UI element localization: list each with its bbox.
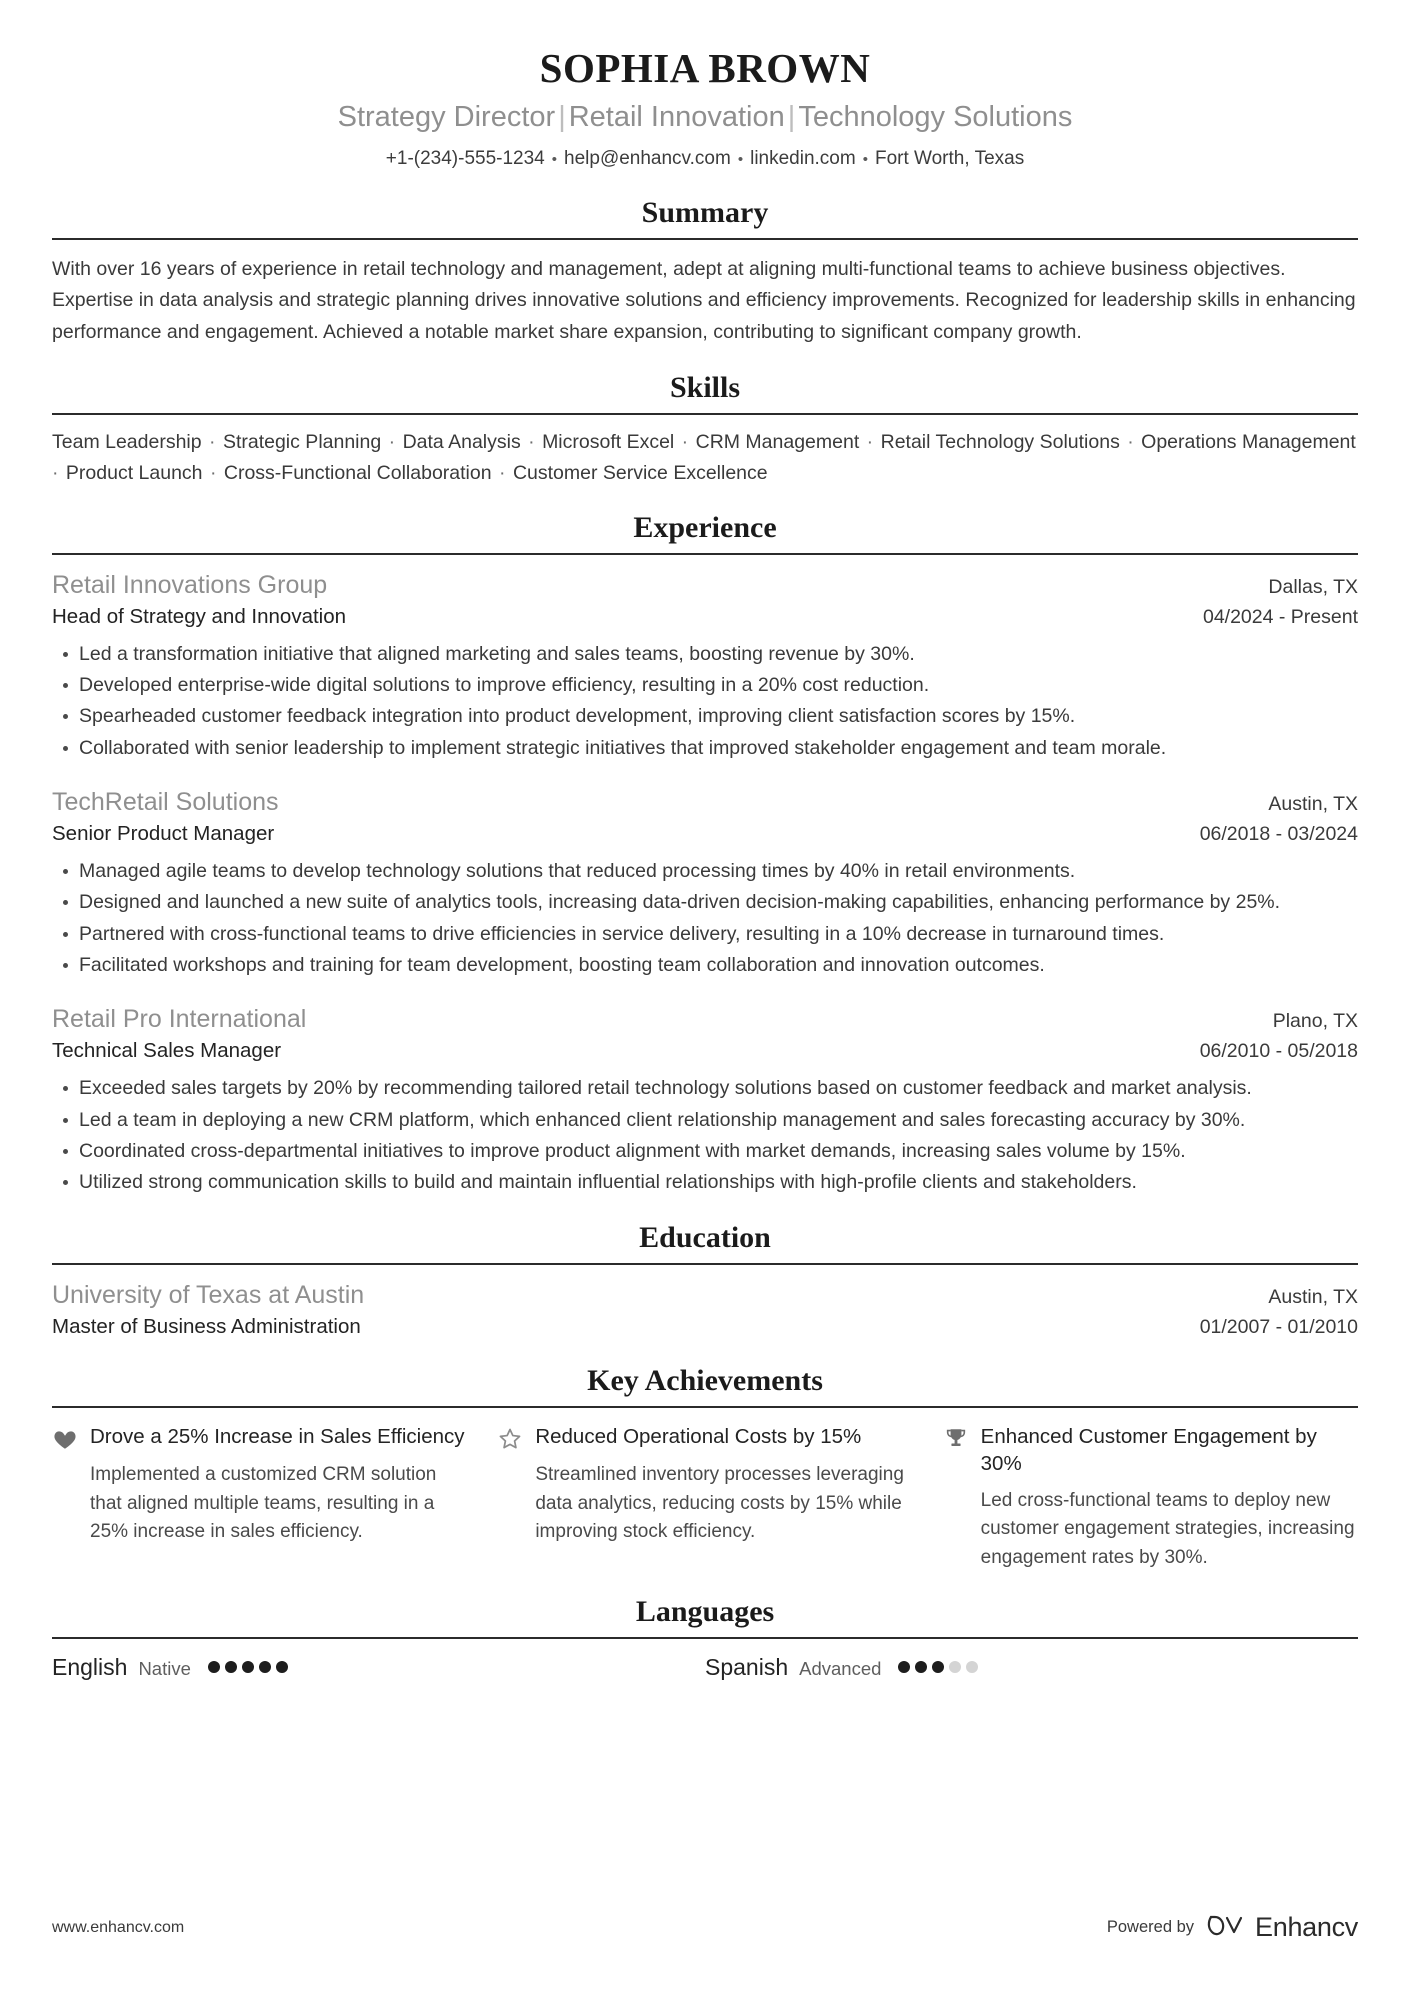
section-languages: [52, 1594, 1358, 1683]
bullet-item: Exceeded sales targets by 20% by recommending tailored retail technology solutions based on customer feedback and market analysis.: [52, 1073, 1358, 1103]
contact-phone[interactable]: +1-(234)-555-1234: [385, 148, 545, 170]
powered-by: [1107, 1912, 1358, 1943]
contact-separator: •: [862, 150, 868, 168]
headline-separator: |: [558, 101, 566, 134]
section-summary: [52, 195, 1358, 349]
achievement-description: Streamlined inventory processes leveraging data analytics, reducing costs by 15% while improving stock efficiency.: [535, 1464, 904, 1543]
skill-separator: ·: [493, 461, 511, 484]
rating-dot: [932, 1661, 944, 1673]
bullet-item: Designed and launched a new suite of analytics tools, increasing data-driven decision-making capabilities, enhancing performance by 25%.: [52, 887, 1358, 917]
headline-part: Retail Innovation: [568, 101, 785, 134]
experience-entry: [52, 764, 1358, 980]
entry-org-row: [52, 786, 1358, 818]
entry-dates: 04/2024 - Present: [1202, 605, 1358, 628]
bullet-item: Spearheaded customer feedback integration into product development, improving client satisfaction scores by 15%.: [52, 701, 1358, 731]
languages-list: [52, 1639, 1358, 1683]
bullet-item: Collaborated with senior leadership to implement strategic initiatives that improved stakeholder engagement and team morale.: [52, 733, 1358, 763]
contact-line: [52, 146, 1358, 173]
rating-dot: [225, 1661, 237, 1673]
entry-location: Austin, TX: [1268, 793, 1358, 816]
skill-separator: ·: [861, 431, 879, 454]
entry-role-row: [52, 820, 1358, 849]
entry-location: Austin, TX: [1268, 1285, 1358, 1308]
language-name: English: [52, 1654, 128, 1681]
entry-role-row: [52, 1037, 1358, 1066]
rating-dot: [276, 1661, 288, 1673]
entry-organization: Retail Innovations Group: [52, 570, 328, 599]
skill-item: Retail Technology Solutions: [880, 431, 1120, 454]
entry-role: Head of Strategy and Innovation: [52, 604, 347, 628]
skill-item: Strategic Planning: [222, 431, 382, 454]
language-item: [705, 1653, 1358, 1683]
experience-entry: [52, 555, 1358, 763]
language-rating: [898, 1661, 978, 1673]
enhancv-logo: [1207, 1912, 1358, 1943]
section-title-achievements: Key Achievements: [587, 1364, 823, 1398]
entry-dates: 06/2010 - 05/2018: [1199, 1040, 1358, 1063]
entry-bullets: [52, 1073, 1358, 1198]
skill-item: Microsoft Excel: [542, 431, 675, 454]
entry-dates: 06/2018 - 03/2024: [1199, 823, 1358, 846]
rating-dot: [949, 1661, 961, 1673]
rating-dot: [898, 1661, 910, 1673]
achievement-item: [943, 1424, 1358, 1572]
headline-part: Technology Solutions: [798, 101, 1073, 134]
skill-separator: ·: [204, 461, 222, 484]
section-title-summary: Summary: [641, 195, 769, 229]
entry-organization: University of Texas at Austin: [52, 1280, 365, 1309]
language-level: Advanced: [799, 1658, 882, 1680]
rating-dot: [966, 1661, 978, 1673]
section-title-skills: Skills: [669, 371, 741, 405]
bullet-item: Managed agile teams to develop technology solutions that reduced processing times by 40% in retail environments.: [52, 856, 1358, 886]
enhancv-brand-name: Enhancv: [1255, 1912, 1358, 1942]
skill-separator: ·: [676, 431, 694, 454]
entry-location: Plano, TX: [1272, 1010, 1358, 1033]
entry-role-row: [52, 1313, 1358, 1342]
bullet-item: Led a transformation initiative that aligned marketing and sales teams, boosting revenue by 30%.: [52, 639, 1358, 669]
section-education: [52, 1220, 1358, 1342]
experience-entry: [52, 981, 1358, 1197]
rating-dot: [242, 1661, 254, 1673]
contact-separator: •: [737, 150, 744, 168]
skill-item: Customer Service Excellence: [512, 461, 768, 484]
skill-item: CRM Management: [695, 431, 860, 454]
entry-role: Senior Product Manager: [52, 822, 275, 846]
achievement-header: [943, 1424, 1358, 1477]
experience-entries: [52, 555, 1358, 1198]
candidate-headline: [52, 99, 1358, 137]
trophy-icon: [943, 1426, 969, 1452]
achievement-title: Drove a 25% Increase in Sales Efficiency: [90, 1425, 465, 1449]
entry-org-row: [52, 1279, 1358, 1311]
entry-bullets: [52, 639, 1358, 764]
language-item: [52, 1653, 705, 1683]
rating-dot: [915, 1661, 927, 1673]
contact-location: Fort Worth, Texas: [874, 148, 1025, 170]
contact-linkedin[interactable]: linkedin.com: [750, 148, 856, 170]
heart-icon: [52, 1426, 78, 1452]
headline-separator: |: [787, 101, 796, 134]
skill-separator: ·: [383, 431, 401, 454]
entry-dates: 01/2007 - 01/2010: [1199, 1315, 1358, 1338]
footer-url[interactable]: www.enhancv.com: [52, 1918, 185, 1936]
entry-organization: TechRetail Solutions: [52, 788, 279, 817]
achievements-list: [52, 1408, 1358, 1572]
bullet-item: Coordinated cross-departmental initiatives to improve product alignment with market demands, increasing sales volume by 15%.: [52, 1136, 1358, 1166]
skill-item: Team Leadership: [52, 431, 202, 454]
contact-email[interactable]: help@enhancv.com: [564, 148, 731, 170]
summary-text: With over 16 years of experience in retail technology and management, adept at aligning multi-functional teams to achieve business objectives. Expertise in data analysis and strategic planning drives innovative solutions and efficiency improvements. Recognized for leadership skills in enhancing performance and engagement. Achieved a notable market share expansion, contributing to significant company growth.: [52, 257, 1356, 343]
bullet-item: Led a team in deploying a new CRM platform, which enhanced client relationship management and sales forecasting accuracy by 30%.: [52, 1105, 1358, 1135]
skill-separator: ·: [1121, 431, 1140, 454]
contact-separator: •: [551, 150, 558, 168]
skill-item: Cross-Functional Collaboration: [223, 461, 492, 484]
enhancv-mark-icon: [1207, 1912, 1247, 1943]
skill-item: Product Launch: [65, 461, 203, 484]
entry-location: Dallas, TX: [1268, 575, 1358, 598]
entry-org-row: [52, 569, 1358, 601]
section-experience: [52, 510, 1358, 1198]
rating-dot: [259, 1661, 271, 1673]
section-title-languages: Languages: [635, 1595, 775, 1629]
resume-header: [52, 0, 1358, 173]
section-skills: [52, 370, 1358, 487]
education-entries: [52, 1265, 1358, 1342]
achievement-title: Reduced Operational Costs by 15%: [535, 1425, 862, 1449]
skills-list: [52, 415, 1358, 487]
entry-role: Technical Sales Manager: [52, 1039, 282, 1063]
language-rating: [208, 1661, 288, 1673]
achievement-description: Led cross-functional teams to deploy new customer engagement strategies, increasing engagement rates by 30%.: [980, 1489, 1355, 1568]
section-title-education: Education: [639, 1220, 771, 1254]
headline-part: Strategy Director: [337, 101, 556, 134]
entry-org-row: [52, 1003, 1358, 1035]
language-level: Native: [138, 1658, 191, 1680]
entry-organization: Retail Pro International: [52, 1005, 307, 1034]
entry-role-row: [52, 603, 1358, 632]
entry-role: Master of Business Administration: [52, 1314, 361, 1338]
language-name: Spanish: [705, 1654, 789, 1681]
skill-item: Operations Management: [1141, 431, 1356, 454]
experience-entry: [52, 1265, 1358, 1342]
achievement-item: [52, 1424, 467, 1572]
candidate-name: SOPHIA BROWN: [539, 45, 871, 91]
powered-by-label: Powered by: [1106, 1918, 1195, 1936]
achievement-item: [497, 1424, 912, 1572]
achievement-header: [52, 1424, 467, 1452]
skill-separator: ·: [203, 431, 221, 454]
achievement-header: [497, 1424, 912, 1452]
skill-separator: ·: [522, 431, 541, 454]
bullet-item: Facilitated workshops and training for team development, boosting team collaboration and innovation outcomes.: [52, 950, 1358, 980]
resume-footer: [52, 1912, 1358, 1943]
bullet-item: Utilized strong communication skills to build and maintain influential relationships with high-profile clients and stakeholders.: [52, 1167, 1358, 1197]
star-icon: [497, 1426, 523, 1452]
section-title-experience: Experience: [633, 510, 777, 544]
skill-separator: ·: [52, 461, 64, 484]
skill-item: Data Analysis: [402, 431, 521, 454]
bullet-item: Developed enterprise-wide digital solutions to improve efficiency, resulting in a 20% cost reduction.: [52, 670, 1358, 700]
entry-bullets: [52, 856, 1358, 981]
achievement-title: Enhanced Customer Engagement by 30%: [980, 1425, 1317, 1476]
achievement-description: Implemented a customized CRM solution that aligned multiple teams, resulting in a 25% increase in sales efficiency.: [90, 1464, 437, 1543]
rating-dot: [208, 1661, 220, 1673]
bullet-item: Partnered with cross-functional teams to drive efficiencies in service delivery, resulting in a 10% decrease in turnaround times.: [52, 919, 1358, 949]
section-achievements: [52, 1363, 1358, 1572]
